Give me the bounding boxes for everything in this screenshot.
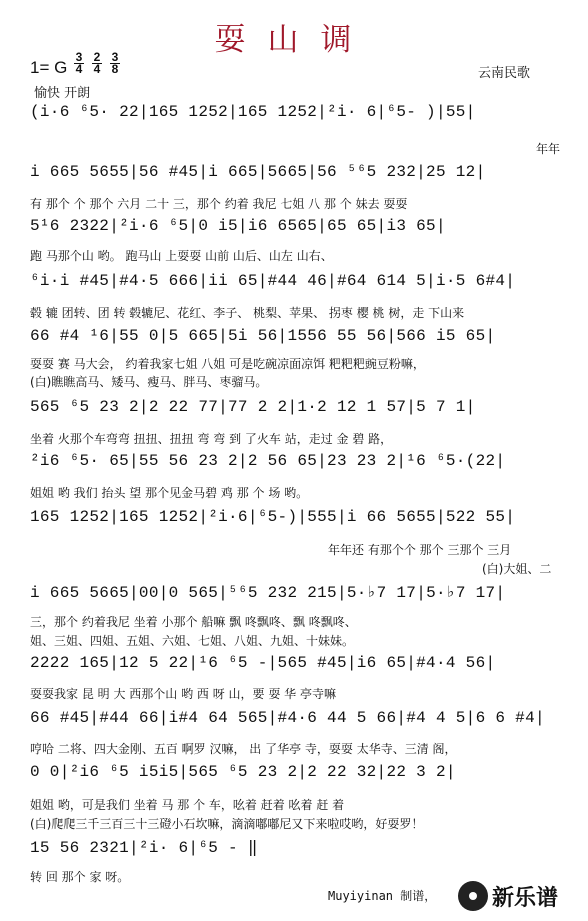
tempo-marking: 愉快 开朗 — [34, 86, 91, 101]
lyrics-line: (白)爬爬三千三百三十三磴小石坎嘛，滴滴嘟嘟尼又下来啦哎哟，好耍罗！ — [30, 817, 424, 831]
notation-line: 15 56 2321|²i· 6|⁶5 - ‖ — [30, 839, 258, 857]
notation-line: 5¹6 2322|²i·6 ⁶5|0 i5|i6 6565|65 65|i3 65| — [30, 217, 446, 235]
notation-line: 165 1252|165 1252|²i·6|⁶5-)|555|i 66 5655|522 55| — [30, 508, 516, 526]
lyrics-line-right: 年年 — [536, 142, 561, 156]
transcriber-credit: Muyiyinan 制谱， — [328, 889, 437, 903]
lyrics-line: 跑 马那个山 哟。 跑马山 上耍耍 山前 山后、山左 山右、 — [30, 249, 333, 263]
lyrics-line: 坐着 火那个车弯弯 扭扭、扭扭 弯 弯 到 了火车 站，走过 金 碧 路， — [30, 432, 393, 446]
lyrics-line: 有 那个 个 那个 六月 二十 三，那个 约着 我尼 七姐 八 那 个 妹去 耍耍 — [30, 197, 408, 211]
notation-line: (i·6 ⁶5· 22|165 1252|165 1252|²i· 6|⁶5- )|55| — [30, 103, 476, 121]
lyrics-line: (白)瞧瞧高马、矮马、瘦马、胖马、枣骝马。 — [30, 375, 268, 389]
logo-text: 新乐谱 — [492, 886, 559, 911]
notation-line: 565 ⁶5 23 2|2 22 77|77 2 2|1·2 12 1 57|5 7 1| — [30, 398, 476, 416]
lyrics-line: 姐、三姐、四姐、五姐、六姐、七姐、八姐、九姐、十妹妹。 — [30, 634, 355, 648]
site-logo — [458, 879, 576, 913]
meter-3-8: 3 8 — [111, 50, 119, 76]
notation-line: 2222 165|12 5 22|¹6 ⁶5 -|565 #45|i6 65|#4·4 56| — [30, 654, 496, 672]
lyrics-line: 三，那个 约着我尼 坐着 小那个 船嘛 飘 咚飘咚、飘 咚飘咚、 — [30, 615, 357, 629]
key-signature: 1= G — [30, 58, 68, 77]
lyrics-line: 姐姐 哟，可是我们 坐着 马 那 个 车，吆着 赶着 吆着 赶 着 — [30, 798, 345, 812]
lyrics-line: 毂 辘 团转、团 转 毂辘尼、花红、李子、 桃梨、苹果、 拐枣 樱 桃 树，走 下山来 — [30, 306, 465, 320]
record-disc-icon — [458, 881, 488, 911]
lyrics-line-right: (白)大姐、二 — [482, 562, 552, 576]
lyrics-line-right: 年年还 有那个个 那个 三那个 三月 — [328, 543, 512, 557]
meter-3-4: 3 4 — [75, 50, 83, 76]
notation-line: i 665 5655|56 #45|i 665|5665|56 ⁵⁶5 232|25 12| — [30, 163, 486, 181]
notation-line: ⁶i·i #45|#4·5 666|ii 65|#44 46|#64 614 5|i·5 6#4| — [30, 272, 516, 290]
lyrics-line: 姐姐 哟 我们 抬头 望 那个见金马碧 鸡 那 个 场 哟。 — [30, 486, 309, 500]
song-title: 耍山调 — [214, 22, 374, 58]
notation-line: ²i6 ⁶5· 65|55 56 23 2|2 56 65|23 23 2|¹6 ⁶5·(22| — [30, 452, 506, 470]
lyrics-line: 耍耍 赛 马大会， 约着我家七姐 八姐 可是吃碗凉面凉饵 粑粑粑豌豆粉嘛， — [30, 357, 425, 371]
lyrics-line: 转 回 那个 家 呀。 — [30, 870, 130, 884]
lyrics-line: 耍耍我家 昆 明 大 西那个山 哟 西 呀 山，要 耍 华 亭寺嘛 — [30, 687, 336, 701]
notation-line: i 665 5665|00|0 565|⁵⁶5 232 215|5·♭7 17|5·♭7 17| — [30, 584, 506, 602]
notation-line: 66 #4 ¹6|55 0|5 665|5i 56|1556 55 56|566 i5 65| — [30, 327, 496, 345]
meter-2-4: 2 4 — [93, 50, 101, 76]
notation-line: 66 #45|#44 66|i#4 64 565|#4·6 44 5 66|#4 4 5|6 6 #4| — [30, 709, 545, 727]
lyrics-line: 哼哈 二将、四大金刚、五百 啊罗 汉嘛， 出 了华亭 寺，耍耍 太华寺、三清 阁， — [30, 742, 457, 756]
notation-line: 0 0|²i6 ⁶5 i5i5|565 ⁶5 23 2|2 22 32|22 3 2| — [30, 763, 456, 781]
song-origin: 云南民歌 — [478, 66, 531, 81]
